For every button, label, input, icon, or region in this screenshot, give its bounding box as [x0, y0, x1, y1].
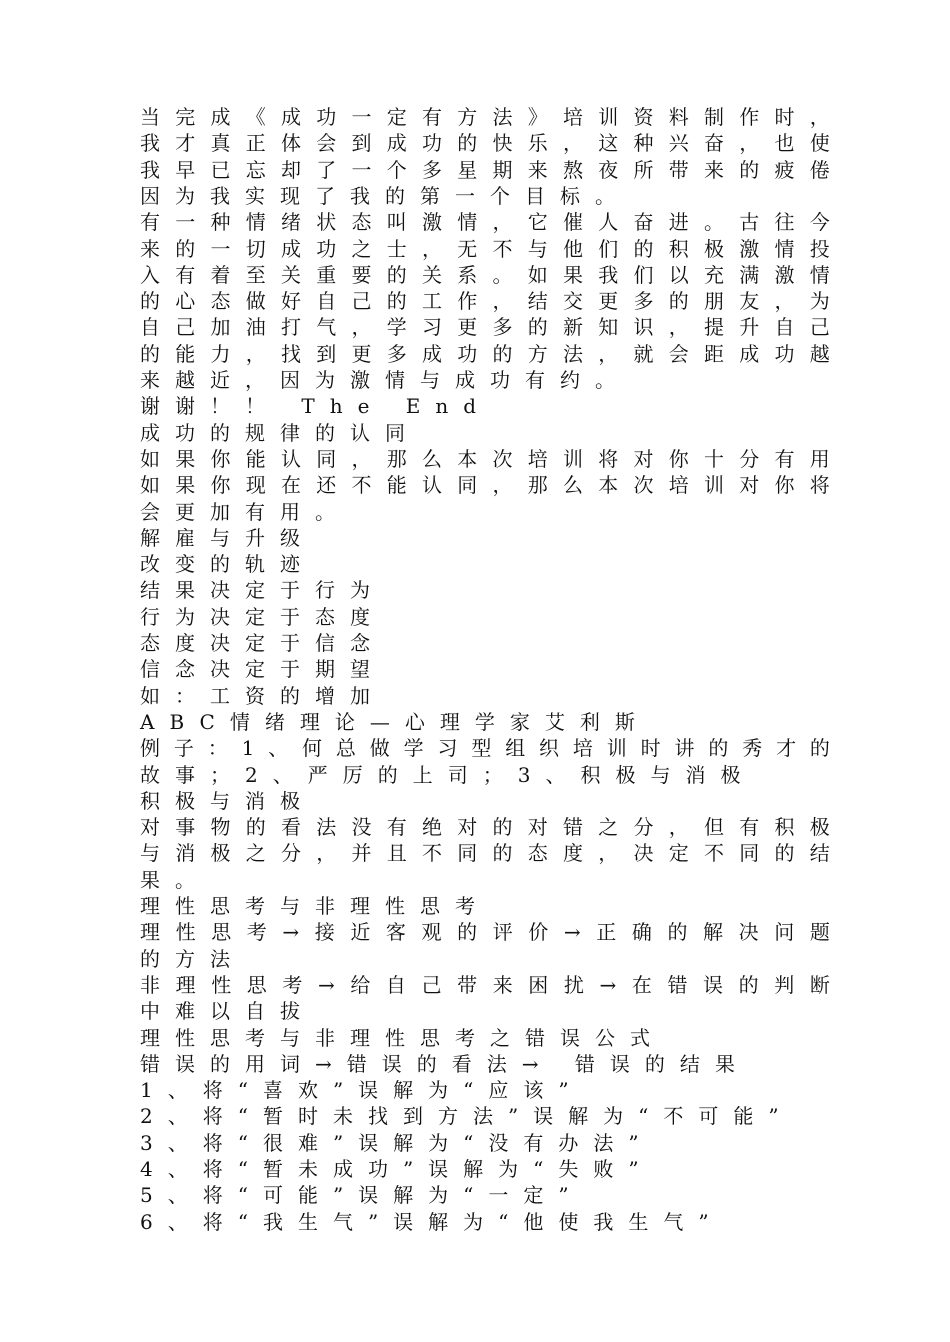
- text-line: 积极与消极: [140, 788, 315, 813]
- text-line: 来 的 一 切 成 功 之 士 ， 无 不 与 他 们 的 积 极 激 情 投: [140, 236, 830, 261]
- text-line: 成功的规律的认同: [140, 420, 420, 445]
- text-line: 来越近，因为激情与成功有约。: [140, 368, 630, 392]
- text-line: 理 性 思 考 → 接 近 客 观 的 评 价 → 正 确 的 解 决 问 题: [140, 920, 830, 945]
- text-line: 改变的轨迹: [140, 552, 315, 577]
- text-line: 如 果 你 能 认 同 ， 那 么 本 次 培 训 将 对 你 十 分 有 用: [140, 446, 830, 471]
- text-line: ABC情绪理论—心理学家艾利斯: [140, 709, 650, 734]
- text-line: 故事；2、严厉的上司；3、积极与消极: [140, 762, 756, 787]
- text-line: 行为决定于态度: [140, 604, 385, 629]
- text-line: 2、将“暂时未找到方法”误解为“不可能”: [140, 1104, 794, 1129]
- text-line: 入 有 着 至 关 重 要 的 关 系 。 如 果 我 们 以 充 满 激 情: [140, 262, 830, 287]
- text-line: 3、将“很难”误解为“没有办法”: [140, 1130, 654, 1155]
- text-line: 信念决定于期望: [140, 657, 385, 682]
- text-line: 的 心 态 做 好 自 己 的 工 作 ， 结 交 更 多 的 朋 友 ， 为: [140, 289, 830, 314]
- text-line: 谢谢！！ The End: [140, 394, 492, 419]
- text-line: 的方法: [140, 946, 245, 971]
- text-line: 结果决定于行为: [140, 578, 385, 603]
- text-line: 我 早 已 忘 却 了 一 个 多 星 期 来 熬 夜 所 带 来 的 疲 倦: [140, 157, 830, 182]
- text-line: 我 才 真 正 体 会 到 成 功 的 快 乐 ， 这 种 兴 奋 ， 也 使: [140, 131, 830, 156]
- text-line: 会更加有用。: [140, 499, 350, 524]
- text-line: 自 己 加 油 打 气 ， 学 习 更 多 的 新 知 识 ， 提 升 自 己: [140, 315, 830, 340]
- text-line: 理性思考与非理性思考: [140, 894, 490, 918]
- text-line: 例 子 ： 1 、 何 总 做 学 习 型 组 织 培 训 时 讲 的 秀 才 的: [140, 736, 830, 761]
- text-line: 1、将“喜欢”误解为“应该”: [140, 1078, 584, 1103]
- text-line: 中难以自拔: [140, 999, 315, 1024]
- text-line: 错误的用词→错误的看法→ 错误的结果: [140, 1051, 750, 1076]
- text-line: 4、将“暂未成功”误解为“失败”: [140, 1157, 654, 1181]
- text-line: 6、将“我生气”误解为“他使我生气”: [140, 1209, 724, 1234]
- text-line: 当 完 成 《 成 功 一 定 有 方 法 》 培 训 资 料 制 作 时 ，: [140, 105, 830, 129]
- text-line: 因为我实现了我的第一个目标。: [140, 183, 630, 208]
- text-line: 理性思考与非理性思考之错误公式: [140, 1025, 665, 1050]
- text-line: 与 消 极 之 分 ， 并 且 不 同 的 态 度 ， 决 定 不 同 的 结: [140, 841, 830, 866]
- text-line: 如 果 你 现 在 还 不 能 认 同 ， 那 么 本 次 培 训 对 你 将: [140, 473, 830, 498]
- text-line: 5、将“可能”误解为“一定”: [140, 1183, 584, 1208]
- text-line: 果。: [140, 867, 210, 892]
- text-line: 如：工资的增加: [140, 683, 385, 708]
- text-line: 的 能 力 ， 找 到 更 多 成 功 的 方 法 ， 就 会 距 成 功 越: [140, 341, 830, 366]
- text-line: 对 事 物 的 看 法 没 有 绝 对 的 对 错 之 分 ， 但 有 积 极: [140, 815, 830, 840]
- text-line: 态度决定于信念: [140, 631, 385, 655]
- text-line: 有 一 种 情 绪 状 态 叫 激 情 ， 它 催 人 奋 进 。 古 往 今: [140, 210, 830, 235]
- text-line: 解雇与升级: [140, 525, 315, 550]
- text-line: 非 理 性 思 考 → 给 自 己 带 来 困 扰 → 在 错 误 的 判 断: [140, 972, 830, 997]
